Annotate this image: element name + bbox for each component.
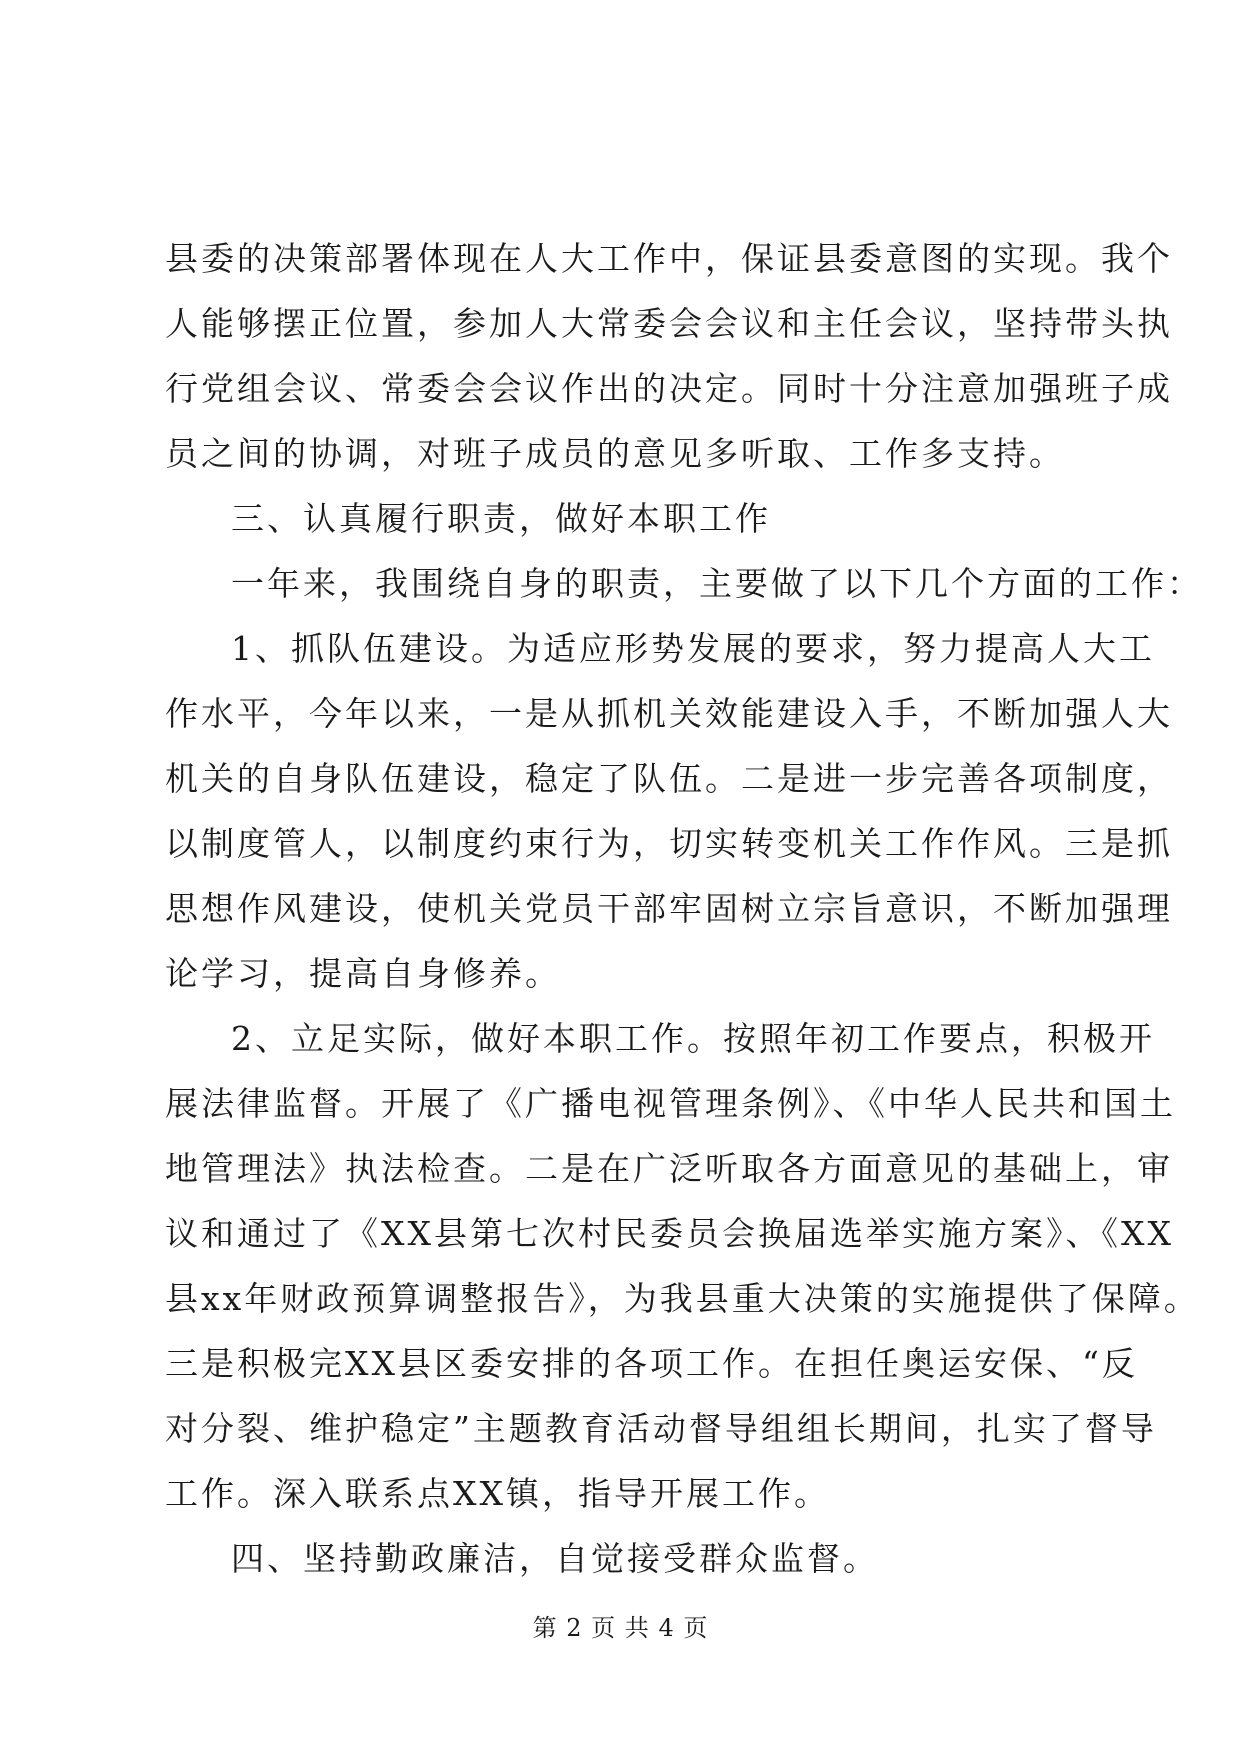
text-line: 1、抓队伍建设。为适应形势发展的要求，努力提高人大工	[231, 629, 1155, 668]
text-line: 思想作风建设，使机关党员干部牢固树立宗旨意识，不断加强理	[165, 889, 1173, 928]
text-line: 三是积极完XX县区委安排的各项工作。在担任奥运安保、“反	[165, 1344, 1138, 1383]
document-body	[165, 226, 1203, 1591]
text-line: 四、坚持勤政廉洁，自觉接受群众监督。	[231, 1539, 879, 1578]
text-line: 县xx年财政预算调整报告》，为我县重大决策的实施提供了保障。	[165, 1279, 1200, 1318]
text-line: 2、立足实际，做好本职工作。按照年初工作要点，积极开	[231, 1019, 1155, 1058]
text-line: 议和通过了《XX县第七次村民委员会换届选举实施方案》、《XX	[165, 1214, 1174, 1253]
text-line: 机关的自身队伍建设，稳定了队伍。二是进一步完善各项制度，	[165, 759, 1173, 798]
text-line: 县委的决策部署体现在人大工作中，保证县委意图的实现。我个	[165, 239, 1173, 278]
text-line: 以制度管人，以制度约束行为，切实转变机关工作作风。三是抓	[165, 824, 1173, 863]
text-line: 行党组会议、常委会会议作出的决定。同时十分注意加强班子成	[165, 369, 1173, 408]
text-line: 对分裂、维护稳定”主题教育活动督导组组长期间，扎实了督导	[165, 1409, 1157, 1448]
text-line: 地管理法》执法检查。二是在广泛听取各方面意见的基础上，审	[165, 1149, 1173, 1188]
text-line: 员之间的协调，对班子成员的意见多听取、工作多支持。	[165, 434, 1065, 473]
page-footer: 第 2 页 共 4 页	[532, 1614, 709, 1642]
text-line: 论学习，提高自身修养。	[165, 954, 561, 993]
text-line: 展法律监督。开展了《广播电视管理条例》、《中华人民共和国土	[165, 1084, 1176, 1123]
text-line: 一年来，我围绕自身的职责，主要做了以下几个方面的工作：	[231, 564, 1203, 603]
text-line: 作水平，今年以来，一是从抓机关效能建设入手，不断加强人大	[165, 694, 1173, 733]
text-line: 工作。深入联系点XX镇，指导开展工作。	[165, 1474, 830, 1513]
text-line: 三、认真履行职责，做好本职工作	[231, 499, 771, 538]
text-line: 人能够摆正位置，参加人大常委会会议和主任会议，坚持带头执	[165, 304, 1173, 343]
